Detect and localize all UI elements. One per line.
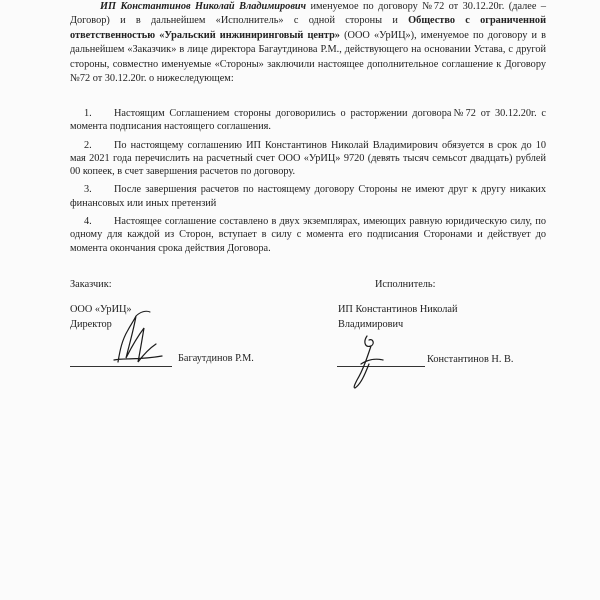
preamble-text-2: (ООО «УрИЦ»), именуемое по договору и в дальнейшем «Заказчик» в лице директора Багаутдинова Р.М., действующего на основании Устава, с другой стороны, совместно именуемые «Стороны» заключили настоящее дополнительное соглашение к Договору №72 от 30.12.20г. о нижеследующем: bbox=[70, 29, 546, 85]
clause-text: По настоящему соглашению ИП Константинов Николай Владимирович обязуется в срок до 10 мая 2021 года перечислить на расчетный счет ООО «УрИЦ» 9720 (девять тысяч семьсот двадцать) рублей 00 копеек, в счет завершения расчетов по договору. bbox=[70, 139, 546, 178]
clause-number: 4. bbox=[84, 216, 92, 228]
contractor-signature-image bbox=[345, 330, 393, 392]
clauses-list bbox=[70, 107, 546, 260]
clause-2 bbox=[70, 139, 546, 179]
clause-number: 3. bbox=[84, 184, 92, 196]
contractor-name: ИП Константинов Николай Владимирович bbox=[100, 1, 307, 12]
clause-text: После завершения расчетов по настоящему договору Стороны не имеют друг к другу никаких финансовых или иных претензий bbox=[70, 184, 546, 209]
clause-1 bbox=[70, 107, 546, 134]
customer-company-name: Общество с ограниченной ответственностью «Уральский инжиниринговый центр» bbox=[70, 15, 547, 41]
customer-signature-image bbox=[100, 300, 170, 368]
clause-4 bbox=[70, 215, 546, 255]
clause-number: 1. bbox=[84, 108, 92, 119]
preamble bbox=[70, 0, 546, 86]
clause-number: 2. bbox=[84, 139, 92, 151]
contractor-signer-name: Константинов Н. В. bbox=[427, 354, 514, 365]
clause-text: Настоящее соглашение составлено в двух экземплярах, имеющих равную юридическую силу, по одному для каждой из Сторон, вступает в силу с момента его подписания Сторонами и действует до момента окончания срока действия Договора. bbox=[70, 216, 546, 254]
customer-signer-name: Багаутдинов Р.М. bbox=[178, 353, 254, 364]
customer-org: ООО «УрИЦ» bbox=[70, 304, 132, 315]
preamble-text-1: именуемое по договору №72 от 30.12.20г. (далее – Договор) и в дальнейшем «Исполнитель» с одной стороны и bbox=[70, 1, 546, 27]
contractor-org-line1: ИП Константинов Николай bbox=[338, 304, 458, 315]
customer-position: Директор bbox=[70, 319, 112, 330]
contractor-heading: Исполнитель: bbox=[375, 279, 436, 290]
clause-3 bbox=[70, 183, 546, 210]
customer-heading: Заказчик: bbox=[70, 279, 112, 290]
contractor-org-line2: Владимирович bbox=[338, 319, 404, 330]
clause-text: Настоящим Соглашением стороны договорились о расторжении договора№72 от 30.12.20г. с момента подписания настоящего соглашения. bbox=[70, 108, 546, 133]
